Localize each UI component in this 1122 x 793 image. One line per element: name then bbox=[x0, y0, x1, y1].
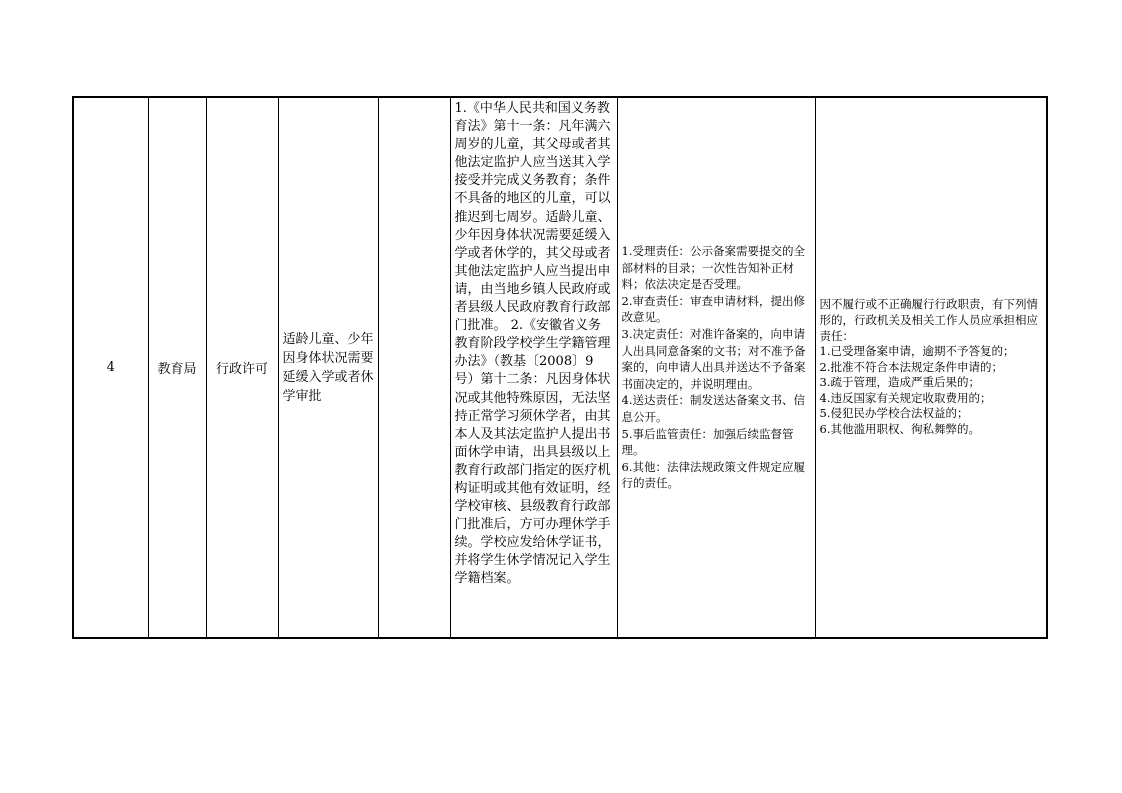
department-cell: 教育局 bbox=[148, 97, 206, 638]
accountability-item: 4.违反国家有关规定收取费用的； bbox=[819, 390, 992, 405]
legal-basis-cell bbox=[450, 97, 617, 638]
accountability-item: 2.批准不符合本法规定条件申请的； bbox=[819, 359, 1003, 374]
responsibility-item: 3.决定责任：对准许备案的，向申请人出具同意备案的文书；对不准予备案的，向申请人出具并送达不予备案书面决定的，并说明理由。 bbox=[621, 327, 806, 391]
accountability-item: 5.侵犯民办学校合法权益的； bbox=[819, 406, 969, 421]
responsibility-item: 6.其他：法律法规政策文件规定应履行的责任。 bbox=[621, 459, 805, 491]
accountability-cell bbox=[815, 97, 1047, 638]
accountability-item: 6.其他滥用职权、徇私舞弊的。 bbox=[819, 422, 980, 437]
responsibility-item: 1.受理责任：公示备案需要提交的全部材料的目录；一次性告知补正材料；依法决定是否受理。 bbox=[621, 244, 805, 292]
legal-basis-text: 1.《中华人民共和国义务教育法》第十一条：凡年满六周岁的儿童，其父母或者其他法定监护人应当送其入学接受并完成义务教育；条件不具备的地区的儿童，可以推迟到七周岁。适龄儿童、少年因身体状况需要延缓入学或者休学的，其父母或者其他法定监护人应当提出申请，由当地乡镇人民政府或者县级人民政府教育行政部门批准。 2.《安徽省义务教育阶段学校学生学籍管理办法》（教基〔2008〕9号）第十二条：凡因身体状况或其他特殊原因，无法坚持正常学习须休学者，由其本人及其法定监护人提出书面休学申请，出具县级以上教育行政部门指定的医疗机构证明或其他有效证明，经学校审核、县级教育行政部门批准后，方可办理休学手续。学校应发给休学证书，并将学生休学情况记入学生学籍档案。 bbox=[454, 101, 611, 587]
accountability-item: 因不履行或不正确履行行政职责，有下列情形的，行政机关及相关工作人员应承担相应责任： bbox=[819, 297, 1038, 343]
responsibility-cell bbox=[617, 97, 815, 638]
row-number: 4 bbox=[73, 97, 148, 638]
item-name-cell: 适龄儿童、少年因身体状况需要延缓入学或者休学审批 bbox=[278, 97, 378, 638]
power-list-table bbox=[72, 96, 1048, 639]
responsibility-item: 4.送达责任：制发送达备案文书、信息公开。 bbox=[621, 393, 805, 424]
accountability-item: 1.已受理备案申请，逾期不予答复的； bbox=[819, 344, 1015, 359]
responsibility-item: 5.事后监管责任：加强后续监督管理。 bbox=[621, 426, 794, 458]
table-row bbox=[73, 97, 1047, 638]
power-type-cell: 行政许可 bbox=[206, 97, 278, 638]
code-cell bbox=[378, 97, 450, 638]
accountability-item: 3.疏于管理，造成严重后果的； bbox=[819, 375, 980, 390]
responsibility-item: 2.审查责任：审查申请材料，提出修改意见。 bbox=[621, 293, 805, 325]
